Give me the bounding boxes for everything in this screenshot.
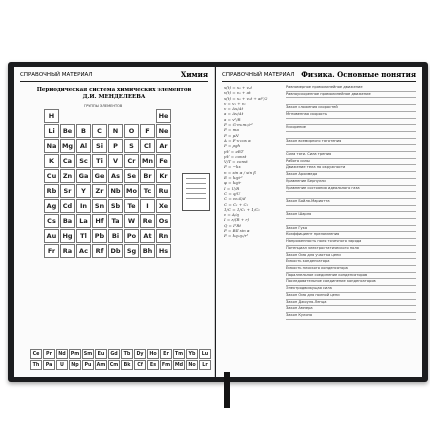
element-cell: Cu bbox=[44, 169, 59, 183]
law-row bbox=[286, 132, 416, 139]
formula-line: v = v₁ + v₂ bbox=[224, 100, 246, 106]
lanthanide-cell: Gd bbox=[108, 349, 120, 359]
element-cell: Mn bbox=[140, 154, 155, 168]
formula-line: C = C₁ + C₂ bbox=[224, 201, 249, 207]
element-cell: Zr bbox=[92, 184, 107, 198]
element-cell: Cd bbox=[60, 199, 75, 213]
element-cell: Sg bbox=[124, 244, 139, 258]
formula-line: a = v²/R bbox=[224, 116, 241, 122]
element-cell: N bbox=[108, 124, 123, 138]
element-cell: Al bbox=[76, 139, 91, 153]
formula-line: a = Δv/Δt bbox=[224, 111, 244, 117]
element-cell: Rb bbox=[44, 184, 59, 198]
law-row: Закон Джоуля-Ленца bbox=[286, 300, 416, 307]
element-cell: Db bbox=[108, 244, 123, 258]
element-cell: Cr bbox=[124, 154, 139, 168]
formula-line: pV = νRT bbox=[224, 148, 244, 154]
actinide-cell: Pu bbox=[82, 360, 94, 370]
element-cell: H bbox=[44, 109, 59, 123]
actinide-cell: Cf bbox=[134, 360, 146, 370]
lanthanide-cell: Lu bbox=[199, 349, 211, 359]
element-cell: Li bbox=[44, 124, 59, 138]
lanthanide-cell: Yb bbox=[186, 349, 198, 359]
element-cell: Na bbox=[44, 139, 59, 153]
formula-line: x(t) = x₀ + v₀t + at²/2 bbox=[224, 95, 268, 101]
element-cell: Br bbox=[140, 169, 155, 183]
legend-box bbox=[182, 173, 210, 211]
element-cell: Tl bbox=[76, 229, 91, 243]
lanthanide-cell: Eu bbox=[95, 349, 107, 359]
left-header-subject: Химия bbox=[180, 70, 208, 79]
right-header-label: СПРАВОЧНЫЙ МАТЕРИАЛ bbox=[222, 72, 295, 78]
left-page bbox=[14, 67, 215, 377]
element-cell: Ge bbox=[92, 169, 107, 183]
element-cell: F bbox=[140, 124, 155, 138]
law-row: Закон Гука bbox=[286, 226, 416, 233]
lanthanide-cell: Tb bbox=[121, 349, 133, 359]
element-cell: Rf bbox=[92, 244, 107, 258]
formula-line: Q = I²Rt bbox=[224, 222, 241, 228]
right-page-header bbox=[222, 71, 416, 82]
formula-line: F = BIl sin α bbox=[224, 228, 250, 234]
element-cell: Re bbox=[140, 214, 155, 228]
law-row: Закон всемирного тяготения bbox=[286, 139, 416, 146]
actinide-cell: Th bbox=[30, 360, 42, 370]
element-cell: Cs bbox=[44, 214, 59, 228]
element-cell: Y bbox=[76, 184, 91, 198]
element-cell: Ba bbox=[60, 214, 75, 228]
element-cell: Os bbox=[156, 214, 171, 228]
law-row: Уравнение состояния идеального газа bbox=[286, 186, 416, 193]
element-cell: Cl bbox=[140, 139, 155, 153]
law-row: Работа силы bbox=[286, 159, 416, 166]
element-cell: La bbox=[76, 214, 91, 228]
element-cell: P bbox=[108, 139, 123, 153]
lanthanide-cell: Nd bbox=[56, 349, 68, 359]
lanthanide-cell: Er bbox=[160, 349, 172, 359]
formula-line: φ = kq/r bbox=[224, 180, 241, 186]
left-page-header bbox=[20, 71, 208, 82]
groups-label: ГРУППЫ ЭЛЕМЕНТОВ bbox=[84, 104, 123, 108]
formula-line: x(t) = x₀ + vₓt bbox=[224, 85, 252, 90]
left-header-label: СПРАВОЧНЫЙ МАТЕРИАЛ bbox=[20, 72, 93, 78]
formula-column bbox=[224, 85, 278, 239]
law-row: Закон Ампера bbox=[286, 306, 416, 313]
law-row: Закон Архимеда bbox=[286, 172, 416, 179]
element-cell: Xe bbox=[156, 199, 171, 213]
law-row: Равномерное прямолинейное движение bbox=[286, 85, 416, 92]
element-cell: In bbox=[76, 199, 91, 213]
law-row: Движение тела по окружности bbox=[286, 165, 416, 172]
actinide-cell: Cm bbox=[108, 360, 120, 370]
element-cell: Ga bbox=[76, 169, 91, 183]
element-cell: K bbox=[44, 154, 59, 168]
lanthanide-cell: Ce bbox=[30, 349, 42, 359]
element-cell: Zn bbox=[60, 169, 75, 183]
element-cell: Mg bbox=[60, 139, 75, 153]
element-cell: Pb bbox=[92, 229, 107, 243]
law-row: Напряженность поля точечного заряда bbox=[286, 239, 416, 246]
actinide-cell: U bbox=[56, 360, 68, 370]
formula-line: v(t) = v₀ + at bbox=[224, 90, 251, 96]
formula-line: C = q/U bbox=[224, 190, 241, 196]
element-cell: Tc bbox=[140, 184, 155, 198]
element-cell: He bbox=[156, 109, 171, 123]
formula-line: F = −kx bbox=[224, 164, 241, 170]
element-cell: Sb bbox=[108, 199, 123, 213]
law-row: Закон Ома для участка цепи bbox=[286, 253, 416, 260]
law-row: Сила тяги. Сила трения bbox=[286, 152, 416, 159]
lanthanide-cell: Tm bbox=[173, 349, 185, 359]
element-cell: As bbox=[108, 169, 123, 183]
element-cell: C bbox=[92, 124, 107, 138]
element-cell: S bbox=[124, 139, 139, 153]
law-row: Емкость плоского конденсатора bbox=[286, 266, 416, 273]
element-cell: Fr bbox=[44, 244, 59, 258]
formula-line: I = U/R bbox=[224, 185, 240, 191]
bookmark-ribbon[interactable] bbox=[224, 372, 230, 408]
element-cell: I bbox=[140, 199, 155, 213]
law-row: Равноускоренное прямолинейное движение bbox=[286, 92, 416, 99]
formula-line: v = Δx/Δt bbox=[224, 106, 244, 112]
element-cell: Hg bbox=[60, 229, 75, 243]
right-page bbox=[216, 67, 422, 377]
element-cell: Ru bbox=[156, 184, 171, 198]
law-row: Уравнение Бернулли bbox=[286, 179, 416, 186]
element-cell: Au bbox=[44, 229, 59, 243]
element-cell: Ne bbox=[156, 124, 171, 138]
law-row bbox=[286, 145, 416, 152]
lanthanide-cell: Ho bbox=[147, 349, 159, 359]
formula-line: ε = A/q bbox=[224, 212, 239, 218]
element-cell: Ag bbox=[44, 199, 59, 213]
actinide-cell: Bk bbox=[121, 360, 133, 370]
actinide-cell: Lr bbox=[199, 360, 211, 370]
laws-column bbox=[286, 85, 416, 320]
actinide-cell: Np bbox=[69, 360, 81, 370]
element-cell: Te bbox=[124, 199, 139, 213]
element-cell: O bbox=[124, 124, 139, 138]
element-cell: Ra bbox=[60, 244, 75, 258]
element-cell: Sr bbox=[60, 184, 75, 198]
actinide-cell: Am bbox=[95, 360, 107, 370]
lanthanide-cell: Dy bbox=[134, 349, 146, 359]
element-cell: Se bbox=[124, 169, 139, 183]
law-row: Параллельное соединение конденсаторов bbox=[286, 273, 416, 280]
lanthanide-cell: Pr bbox=[43, 349, 55, 359]
actinide-cell: Md bbox=[173, 360, 185, 370]
law-row: Мгновенная скорость bbox=[286, 112, 416, 119]
law-row bbox=[286, 219, 416, 226]
element-cell: V bbox=[108, 154, 123, 168]
element-cell: Po bbox=[124, 229, 139, 243]
law-row: Емкость конденсатора bbox=[286, 259, 416, 266]
formula-line: E = kq/r² bbox=[224, 175, 243, 181]
element-cell: Be bbox=[60, 124, 75, 138]
formula-line: F = ma bbox=[224, 127, 239, 133]
lanthanide-cell: Pm bbox=[69, 349, 81, 359]
formula-line: pV = const bbox=[224, 153, 247, 159]
law-row bbox=[286, 119, 416, 126]
element-cell: Rn bbox=[156, 229, 171, 243]
element-cell: Kr bbox=[156, 169, 171, 183]
formula-line: I = ε/(R + r) bbox=[224, 217, 249, 223]
law-row: Закон Кулона bbox=[286, 313, 416, 320]
lanthanide-cell: Sm bbox=[82, 349, 94, 359]
element-cell: Hs bbox=[156, 244, 171, 258]
element-cell: W bbox=[124, 214, 139, 228]
actinide-cell: No bbox=[186, 360, 198, 370]
element-cell: Bi bbox=[108, 229, 123, 243]
formula-line: V/T = const bbox=[224, 159, 248, 165]
element-cell: B bbox=[76, 124, 91, 138]
formula-line: F = G·m₁m₂/r² bbox=[224, 122, 253, 128]
law-row: Электродвижущая сила bbox=[286, 286, 416, 293]
element-cell: Fe bbox=[156, 154, 171, 168]
element-cell: Ac bbox=[76, 244, 91, 258]
formula-line: F = μN bbox=[224, 132, 239, 138]
right-header-subject: Физика. Основные понятия bbox=[301, 70, 416, 79]
element-cell: At bbox=[140, 229, 155, 243]
law-row: Ускорение bbox=[286, 125, 416, 132]
element-cell: Hf bbox=[92, 214, 107, 228]
lanthanides-actinides bbox=[30, 349, 211, 370]
formula-line: C = εε₀S/d bbox=[224, 196, 246, 202]
formula-line: n = sin α / sin β bbox=[224, 169, 256, 175]
element-cell: Ti bbox=[92, 154, 107, 168]
law-row bbox=[286, 98, 416, 105]
law-row: Потенциал электростатического поля bbox=[286, 246, 416, 253]
formula-line: P = ρgh bbox=[224, 143, 241, 149]
element-cell: Sc bbox=[76, 154, 91, 168]
law-row bbox=[286, 206, 416, 213]
formula-line: 1/C = 1/C₁ + 1/C₂ bbox=[224, 206, 260, 212]
periodic-table bbox=[44, 109, 171, 258]
formula-line: A = F·s·cos α bbox=[224, 137, 251, 143]
actinide-cell: Es bbox=[147, 360, 159, 370]
element-cell: Ca bbox=[60, 154, 75, 168]
element-cell: Ar bbox=[156, 139, 171, 153]
element-cell: Sn bbox=[92, 199, 107, 213]
actinide-cell: Pa bbox=[43, 360, 55, 370]
law-row: Коэффициент преломления bbox=[286, 232, 416, 239]
element-cell: Mo bbox=[124, 184, 139, 198]
law-row: Закон Бойля-Мариотта bbox=[286, 199, 416, 206]
law-row: Закон Шарля bbox=[286, 212, 416, 219]
element-cell: Si bbox=[92, 139, 107, 153]
law-row: Закон Ома для полной цепи bbox=[286, 293, 416, 300]
formula-line: F = kq₁q₂/r² bbox=[224, 233, 249, 239]
element-cell: Bh bbox=[140, 244, 155, 258]
element-cell: Nb bbox=[108, 184, 123, 198]
periodic-table-title: Периодическая система химических элементов Д.И. МЕНДЕЛЕЕВА bbox=[36, 87, 192, 100]
actinide-cell: Fm bbox=[160, 360, 172, 370]
law-row: Закон сложения скоростей bbox=[286, 105, 416, 112]
law-row: Последовательное соединение конденсаторов bbox=[286, 279, 416, 286]
law-row bbox=[286, 192, 416, 199]
element-cell: Ta bbox=[108, 214, 123, 228]
